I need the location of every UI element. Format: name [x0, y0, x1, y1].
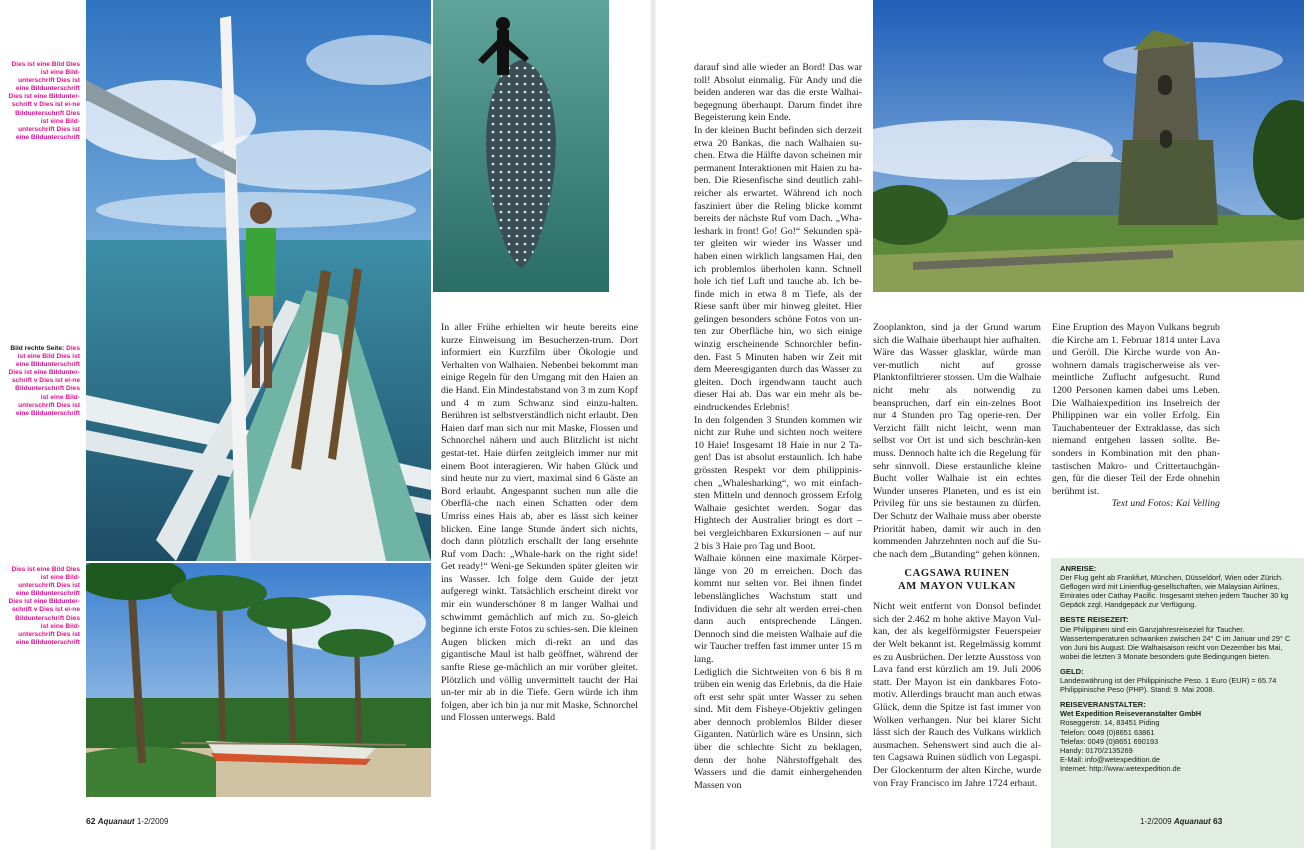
whale-shark-photo [433, 0, 609, 292]
column-3-para-1: Zooplankton, sind ja der Grund warum sich die Walhaie überhaupt hier aufhalten. Wäre das Wasser glasklar, würde man ver-mutlich nicht auf grosse Planktonfiltrierer stossen. Um die Walhaie nicht mehr als notwendig zu beanspruchen, darf ein ein-zelnes Boot nur 4 Stunden pro Tag operie-ren. Der Verzicht fällt nicht leicht, wenn man selbst vor Ort ist und sich beschrän-ken muss. Dennoch halte ich die Regelung für sehr sinnvoll. Diese erstaunliche kleine Bucht voller Walhaie ist ein echtes Wunder unseres Planeten, und es ist ein Privileg für uns sie bestaunen zu dürfen. Der Schutz der Walhaie muss aber oberste Priorität haben, damit wir auch in den kommenden Jahrzehnten noch auf die Su-che nach dem „Butanding“ gehen können. [873, 322, 1041, 560]
photo-caption-middle [6, 345, 80, 418]
photo-credit: Text und Fotos: Kai Velling [1111, 498, 1220, 510]
mayon-volcano-photo [873, 0, 1304, 292]
column-2-para-1: darauf sind alle wieder an Bord! Das war toll! Absolut einmalig. Für Andy und die beiden anderen war das die erste Walhai-begegnung überhaupt. Darum findet ihre Begeisterung kein Ende. [694, 62, 862, 124]
contact-phone: Telefon: 0049 (0)8651 63861 [1060, 727, 1155, 737]
geld-heading: GELD: [1060, 666, 1084, 676]
section-heading [873, 567, 1041, 593]
article-column-4 [1052, 322, 1220, 511]
photo-caption-bottom: Dies ist eine Bild Dies ist eine Bild-unterschrift Dies ist eine Bildunterschrift Dies ist eine Bildunter-schrift v Dies ist ei-ne Bildunterschrift Dies ist eine Bild-unterschrift Dies ist eine Bildunterschrift [8, 566, 80, 646]
section-heading-line-1: CAGSAWA RUINEN [904, 568, 1010, 580]
contact-email[interactable]: E-Mail: info@wetexpedition.de [1060, 754, 1160, 764]
anreise-heading: ANREISE: [1060, 564, 1097, 573]
photo-caption-top: Dies ist eine Bild Dies ist eine Bild-unterschrift Dies ist eine Bildunterschrift Dies ist eine Bildunter-schrift v Dies ist ei-ne Bildunterschrift Dies ist eine Bild-unterschrift Dies ist eine Bildunterschrift [8, 61, 80, 141]
column-4-para-1: Eine Eruption des Mayon Vulkans begrub die Kirche am 1. Februar 1814 unter Lava und Geröll. Die Kirche wurde von An-wohnern damals tragischerweise als ver-meintliche Zuflucht aufgesucht. Rund 1200 Personen kamen dabei ums Leben. Die Walhaiexpedition ins Inselreich der Philippinen war ein voller Erfolg. Ein Tauchabenteuer der Extraklasse, das sich niemand entgehen lassen sollte. Be-sonders in Kombination mit den phan-tastischen Makro- und Crittertauchgän-gen, für die dieser Teil der Erde ohnehin berühmt ist. [1052, 322, 1220, 497]
column-2-para-4: Walhaie können eine maximale Körper-länge von 20 m erreichen. Doch das kommt nur selten vor. Bei ihnen findet lebenslängliches Wachstum statt und Individuen die sehr alt werden errei-chen dann auch entsprechende Längen. Dennoch sind die meisten Walhaie auf die wir Taucher treffen fast immer unter 15 m lang. [694, 553, 862, 665]
contact-address: Roseggerstr. 14, 83451 Piding [1060, 718, 1160, 728]
beach-photo [86, 563, 431, 797]
page-gutter [650, 0, 656, 850]
anreise-text: Der Flug geht ab Frankfurt, München, Düsseldorf, Wien oder Zürich. Geflogen wird mit Linienflug-gesellschaften, wie Malaysian Airlines, Emirates oder Cathay Pacific. Insgesamt stehen jedem Taucher 30 kg Gepäck zzgl. Handgepäck zur Verfügung. [1060, 573, 1289, 610]
right-folio [1140, 816, 1222, 826]
caption-lead: Bild rechte Seite: [10, 345, 65, 352]
caption-text: Dies ist eine Bild Dies ist eine Bildunterschrift Dies ist eine Bildunter-schrift v Dies ist ei-ne Bildunterschrift Dies ist eine Bild-unterschrift Dies ist eine Bildunterschrift [8, 345, 80, 417]
contact-fax: Telefax: 0049 (0)8651 690193 [1060, 736, 1159, 746]
reisezeit-text: Die Philippinen sind ein Ganzjahresreiseziel für Taucher. Wassertemperaturen schwanken zwischen 24° C im Januar und 29° C von Juni bis August. Die Walhaisaison reicht von Dezember bis Mai, wobei die letzten 3 Monate besonders gute Bedingungen bieten. [1060, 624, 1291, 661]
left-folio [86, 816, 168, 826]
column-2-para-3: In den folgenden 3 Stunden kommen wir nicht zur Ruhe und sichten noch weitere 10 Haie! Insgesamt 18 Haie in nur 2 Ta-gen! Das ist absolut erstaunlich. Ich habe grössten Respekt vor dem philippinis-chen „Whalesharking“, wo mit einfach-sten Mitteln und dennoch grossem Erfolg Walhaie gesichtet werden. Sogar das Hightech der Australier bringt es dort – bei vergleichbaren Exkursionen – auf nur 2 bis 3 Haie pro Tag und Boot. [694, 414, 862, 552]
contact-website[interactable]: Internet: http://www.wetexpedition.de [1060, 763, 1181, 773]
travel-info-box [1051, 558, 1304, 848]
section-heading-line-2: AM MAYON VULKAN [898, 581, 1016, 593]
column-2-para-2: In der kleinen Bucht befinden sich derzeit etwa 20 Bankas, die nach Walhaien su-chen. Etwa die Hälfte davon scheinen mir permanent Interaktionen mit Haien zu ha-ben. Die Riesenfische sind deutlich zahl-reicher als erwartet. Während ich noch fasziniert über die Reling blicke kommt bereits der nächste Ruf vom Dach. „Wha-leshark in front! Go! Go!“ Sekunden spä-ter gleiten wir wieder ins Wasser und haben einen wirklich langsamen Hai, den ich problemlos überholen kann. Schnell hole ich tief Luft und tauche ab. Ich be-finde mich in etwa 8 m Tiefe, als der Riese sanft über mir hinweg gleitet. Hier gelingen besonders schöne Fotos von un-ten zur Oberfläche hin, wo sich einige winzig erscheinende Schnorchler befin-den. Fast 5 Minuten haben wir Zeit mit dem Meeresgiganten durch das Wasser zu gleiten. Doch irgendwann taucht auch dieser Hai ab. Das war ein mehr als be-eindruckendes Erlebnis! [694, 124, 862, 414]
column-1-text: In aller Frühe erhielten wir heute bereits eine kurze Einweisung im Besucherzen-trum. Dort informiert ein Kurzfilm über Ökologie und Verhalten von Walhaien. Nebenbei bekommt man einige Regeln für den Umgang mit den Haien an die Hand. Ein Mindestabstand von 3 m zum Kopf und 4 m zum Schwanz sind einzu-halten. Berühren ist selbstverständlich nicht erlaubt. Den Haien darf man sich nur mit Maske, Flossen und Schnorchel nähern und auch Blitzlicht ist nicht gestat-tet. Haie dürfen zeitgleich immer nur mit einem Boot interagieren. Wir haben Glück und sind heute nur zu viert, maximal sind 6 Gäste an Bord erlaubt. Angespannt suchen nun alle die Oberflä-che nach einen Schatten oder dem Umriss eines Hais ab, aber es lässt sich keiner blicken. Eine lange Stunde ändert sich nichts, doch dann plötzlich erschallt der lang ersehnte Ruf vom Dach: „Whale-hark on the right side! Get ready!“ Weni-ge Sekunden später gleiten wir ins Wasser. Ich folge dem Guide der jetzt aufgeregt winkt. Tatsächlich erscheint direkt vor mir ein wunderschöner 8 m langer Walhai und schwimmt gemächlich auf mich zu. So-gleich beginne ich erste Fotos zu schies-sen. Die kleinen Augen blicken mich di-rekt an und das gigantische Maul ist halb geöffnet, während der sanfte Riese ge-mächlich an mir vorüber gleitet. Plötzlich und völlig unvermittelt taucht der Hai un-ter mir ab in die Tiefe. Gern würde ich ihm folgen, aber ich bin ja nur mit Maske, Schnorchel und Flossen unterwegs. Bald [441, 322, 638, 724]
contact-mobile: Handy: 0170/2135269 [1060, 745, 1133, 755]
article-column-1 [441, 322, 638, 725]
veranstalter-name: Wet Expedition Reiseveranstalter GmbH [1060, 709, 1202, 719]
page-number-right: 63 [1212, 816, 1223, 826]
issue-right: 1-2/2009 [1140, 817, 1172, 826]
column-2-para-5: Lediglich die Sichtweiten von 6 bis 8 m trüben ein wenig das Erlebnis, da die Haie oft erst sehr spät unter Wasser zu sehen sind. Mit dem Fisheye-Objektiv gelingen aber dennoch problemlos Bilder dieser Giganten. Natürlich wäre es Unsinn, sich über die schlechte Sicht zu beklagen, denn der hohe Nährstoffgehalt des Wassers und die damit einhergehenden Massen von [694, 666, 862, 791]
page-number-left: 62 [86, 816, 96, 826]
article-column-2 [694, 62, 862, 792]
issue-left: 1-2/2009 [136, 817, 169, 826]
column-3-para-2: Nicht weit entfernt von Donsol befindet sich der 2.462 m hohe aktive Mayon Vul-kan, der als kegelförmigster Feuerspeier der Welt bekannt ist. Regelmässig kommt es zu Ausbrüchen. Der letzte Ausstoss von Lava fand erst kürzlich am 19. Juli 2006 statt. Der Mayon ist ein dankbares Foto-motiv. Allerdings braucht man auch etwas Glück, denn die Spitze ist fast immer von Wolken verhangen. Nur bei klarer Sicht lässt sich der Rauch des Vulkans wirklich ausmachen. Sehenswert sind auch die al-ten Cagsawa Ruinen südlich von Legaspi. Der Glockenturm der alten Kirche, wurde von Fray Francisco im Jahre 1724 erbaut. [873, 601, 1041, 789]
boat-photo [86, 0, 431, 561]
geld-text: Landeswährung ist der Philippinische Peso. 1 Euro (EUR) = 65.74 Philippinische Peso (PHP). Stand: 9. Mai 2008. [1060, 676, 1277, 695]
magazine-name-right: Aquanaut [1173, 817, 1211, 826]
article-column-3 [873, 322, 1041, 790]
veranstalter-heading: REISEVERANSTALTER: [1060, 700, 1146, 710]
reisezeit-heading: BESTE REISEZEIT: [1060, 615, 1129, 625]
magazine-name-left: Aquanaut [97, 817, 135, 826]
